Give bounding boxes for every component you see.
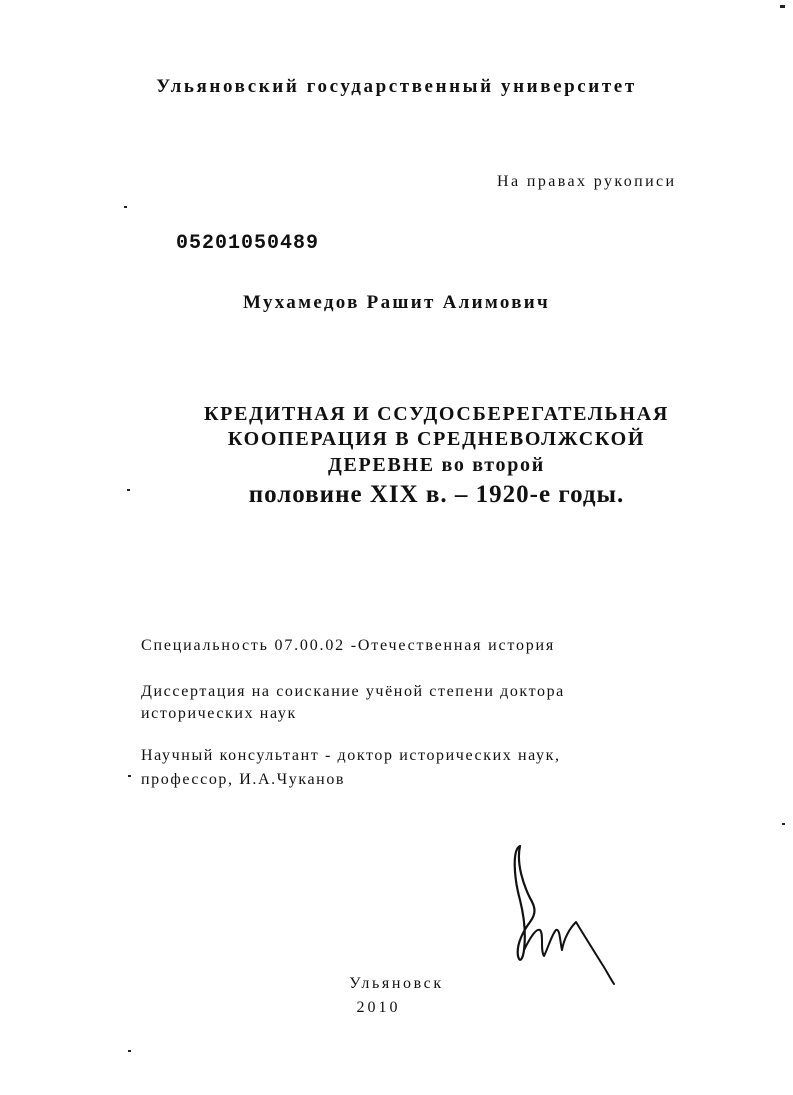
- city: Ульяновск: [349, 975, 444, 992]
- scan-speck: [782, 823, 785, 825]
- university-name: Ульяновский государственный университет: [156, 76, 637, 97]
- degree-line: Диссертация на соискание учёной степени доктора: [141, 683, 565, 700]
- specialty: Специальность 07.00.02 -Отечественная история: [141, 637, 556, 654]
- scan-speck: [780, 5, 785, 8]
- rights-note: На правах рукописи: [497, 173, 677, 190]
- title-line: КООПЕРАЦИЯ В СРЕДНЕВОЛЖСКОЙ: [227, 428, 646, 450]
- consultant-line: Научный консультант - доктор исторических наук,: [141, 747, 561, 764]
- title-line: половине XIX в. – 1920-е годы.: [248, 481, 625, 508]
- consultant-line: профессор, И.А.Чуканов: [141, 771, 346, 788]
- degree-line: исторических наук: [141, 705, 297, 722]
- dissertation-title: [0, 402, 793, 511]
- scan-speck: [128, 1050, 131, 1052]
- scan-speck: [128, 775, 131, 777]
- scan-speck: [127, 489, 130, 491]
- handwritten-signature-icon: [506, 838, 616, 988]
- degree-statement: [141, 681, 565, 725]
- title-line: ДЕРЕВНЕ во второй: [328, 454, 545, 476]
- record-id: 05201050489: [176, 232, 320, 255]
- scan-speck: [124, 206, 127, 208]
- title-line: КРЕДИТНАЯ И ССУДОСБЕРЕГАТЕЛЬНАЯ: [203, 403, 670, 425]
- author-name: Мухамедов Рашит Алимович: [242, 292, 551, 313]
- year: 2010: [356, 999, 401, 1016]
- scientific-consultant: [141, 744, 561, 792]
